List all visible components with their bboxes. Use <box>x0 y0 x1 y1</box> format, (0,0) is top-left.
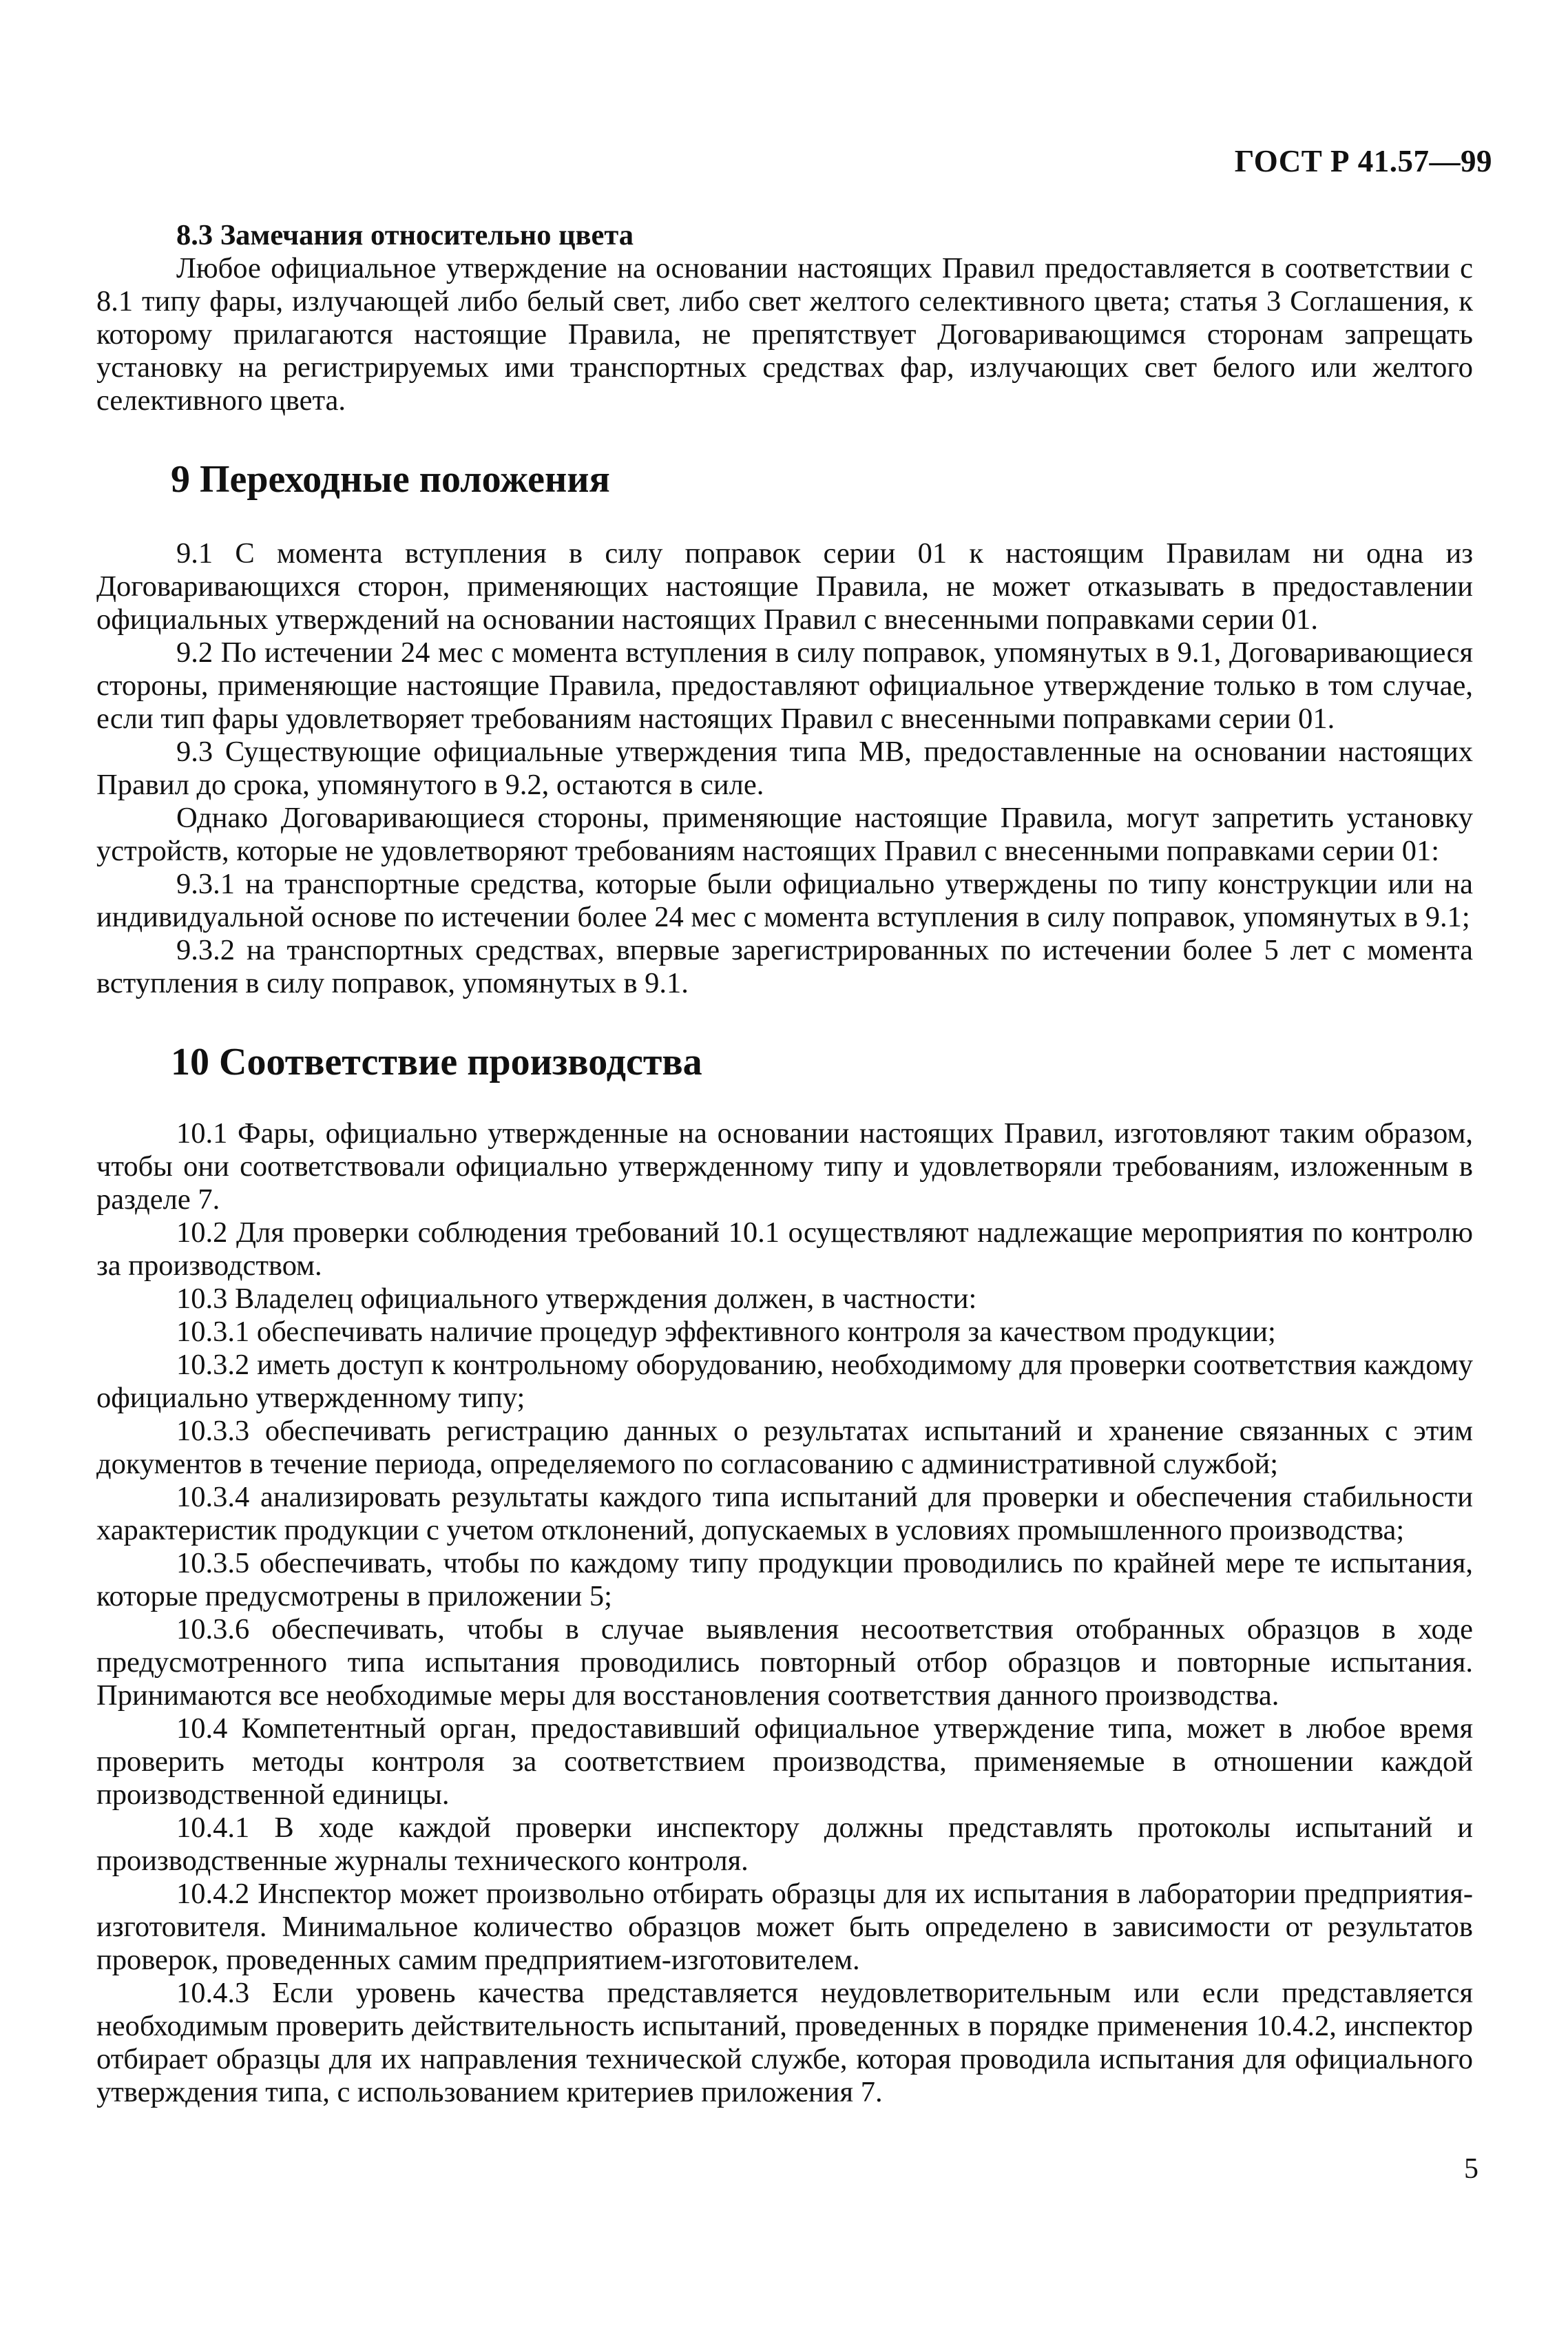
paragraph-10-3-4: 10.3.4 анализировать результаты каждого типа испытаний для проверки и обеспечения стабильности характеристик продукции с учетом отклонений, допускаемых в условиях промышленного производства; <box>96 1481 1473 1546</box>
paragraph-10-3-2: 10.3.2 иметь доступ к контрольному оборудованию, необходимому для проверки соответствия каждому официально утвержденному типу; <box>96 1349 1473 1414</box>
paragraph-10-3: 10.3 Владелец официального утверждения должен, в частности: <box>176 1283 977 1315</box>
paragraph-10-2: 10.2 Для проверки соблюдения требований 10.1 осуществляют надлежащие мероприятия по контролю за производством. <box>96 1216 1473 1282</box>
paragraph-10-4-1: 10.4.1 В ходе каждой проверки инспектору должны представлять протоколы испытаний и производственные журналы технического контроля. <box>96 1812 1473 1877</box>
page-number: 5 <box>1464 2153 1478 2185</box>
paragraph-10-3-3: 10.3.3 обеспечивать регистрацию данных о результатах испытаний и хранение связанных с этим документов в течение периода, определяемого по согласованию с административной службой; <box>96 1415 1473 1480</box>
document-code-header: ГОСТ Р 41.57—99 <box>1234 144 1492 178</box>
paragraph-9-1: 9.1 С момента вступления в силу поправок серии 01 к настоящим Правилам ни одна из Договаривающихся сторон, применяющих настоящие Правила, не может отказывать в предоставлении официальных утверждений на основании настоящих Правил с внесенными поправками серии 01. <box>96 537 1473 636</box>
paragraph-10-4: 10.4 Компетентный орган, предоставивший официальное утверждение типа, может в любое время проверить методы контроля за соответствием производства, применяемые в отношении каждой производственной единицы. <box>96 1712 1473 1811</box>
paragraph-9-3-however: Однако Договаривающиеся стороны, применяющие настоящие Правила, могут запретить установку устройств, которые не удовлетворяют требованиям настоящих Правил с внесенными поправками серии 01: <box>96 802 1473 867</box>
paragraph-10-1: 10.1 Фары, официально утвержденные на основании настоящих Правил, изготовляют таким образом, чтобы они соответствовали официально утвержденному типу и удовлетворяли требованиям, изложенным в разделе 7. <box>96 1117 1473 1216</box>
subsection-8-3-title: 8.3 Замечания относительно цвета <box>176 219 634 251</box>
section-9-title: 9 Переходные положения <box>171 458 610 501</box>
paragraph-10-3-5: 10.3.5 обеспечивать, чтобы по каждому типу продукции проводились по крайней мере те испытания, которые предусмотрены в приложении 5; <box>96 1547 1473 1612</box>
paragraph-10-3-1: 10.3.1 обеспечивать наличие процедур эффективного контроля за качеством продукции; <box>176 1316 1276 1348</box>
paragraph-9-3: 9.3 Существующие официальные утверждения типа МВ, предоставленные на основании настоящих Правил до срока, упомянутого в 9.2, остаются в силе. <box>96 736 1473 801</box>
paragraph-9-2: 9.2 По истечении 24 мес с момента вступления в силу поправок, упомянутых в 9.1, Договаривающиеся стороны, применяющие настоящие Правила, предоставляют официальное утверждение только в том случае, если тип фары удовлетворяет требованиям настоящих Правил с внесенными поправками серии 01. <box>96 636 1473 735</box>
paragraph-9-3-2: 9.3.2 на транспортных средствах, впервые зарегистрированных по истечении более 5 лет с момента вступления в силу поправок, упомянутых в 9.1. <box>96 934 1473 999</box>
paragraph-10-4-2: 10.4.2 Инспектор может произвольно отбирать образцы для их испытания в лаборатории предприятия-изготовителя. Минимальное количество образцов может быть определено в зависимости от результатов проверок, проведенных самим предприятием-изготовителем. <box>96 1878 1473 1976</box>
section-10-title: 10 Соответствие производства <box>171 1041 702 1083</box>
paragraph-9-3-1: 9.3.1 на транспортные средства, которые были официально утверждены по типу конструкции или на индивидуальной основе по истечении более 24 мес с момента вступления в силу поправок, упомянутых в 9.1; <box>96 868 1473 933</box>
subsection-8-3-paragraph: Любое официальное утверждение на основании настоящих Правил предоставляется в соответствии с 8.1 типу фары, излучающей либо белый свет, либо свет желтого селективного цвета; статья 3 Соглашения, к которому прилагаются настоящие Правила, не препятствует Договаривающимся сторонам запрещать установку на регистрируемых ими транспортных средствах фар, излучающих свет белого или желтого селективного цвета. <box>96 252 1473 417</box>
paragraph-10-3-6: 10.3.6 обеспечивать, чтобы в случае выявления несоответствия отобранных образцов в ходе предусмотренного типа испытания проводились повторный отбор образцов и повторные испытания. Принимаются все необходимые меры для восстановления соответствия данного производства. <box>96 1613 1473 1712</box>
paragraph-10-4-3: 10.4.3 Если уровень качества представляется неудовлетворительным или если представляется необходимым проверить действительность испытаний, проведенных в порядке применения 10.4.2, инспектор отбирает образцы для их направления технической службе, которая проводила испытания для официального утверждения типа, с использованием критериев приложения 7. <box>96 1977 1473 2108</box>
document-body <box>96 219 1473 2109</box>
